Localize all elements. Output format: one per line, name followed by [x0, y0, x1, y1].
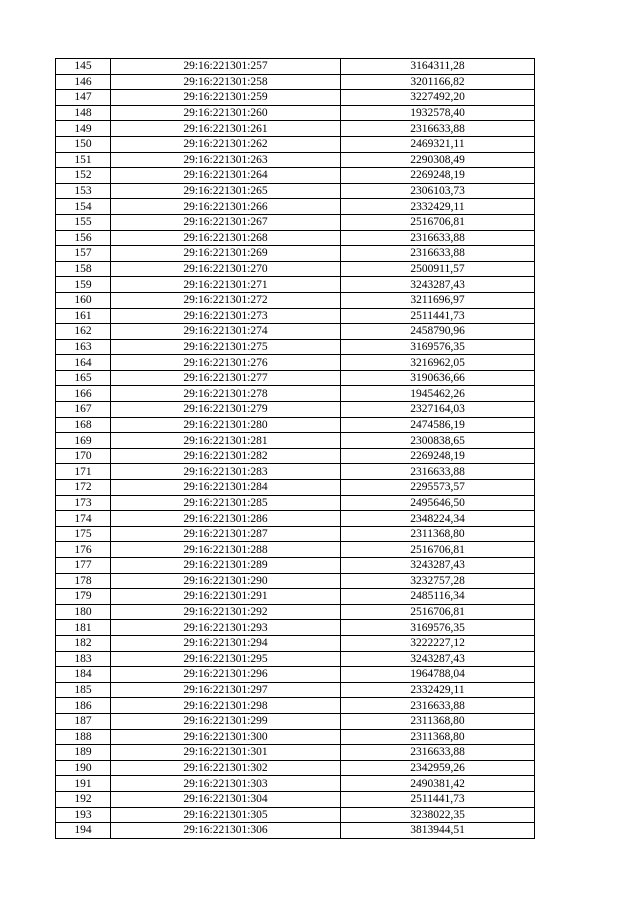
table-row — [56, 308, 535, 324]
row-number-cell: 186 — [56, 698, 111, 714]
table-row — [56, 433, 535, 449]
table-row — [56, 729, 535, 745]
table-row — [56, 573, 535, 589]
cadastral-number-cell: 29:16:221301:303 — [111, 776, 341, 792]
row-number-cell: 163 — [56, 339, 111, 355]
table-row — [56, 105, 535, 121]
table-row — [56, 417, 535, 433]
value-cell: 2342959,26 — [341, 760, 535, 776]
cadastral-number-cell: 29:16:221301:262 — [111, 136, 341, 152]
cadastral-number-cell: 29:16:221301:269 — [111, 246, 341, 262]
row-number-cell: 183 — [56, 651, 111, 667]
cadastral-number-cell: 29:16:221301:298 — [111, 698, 341, 714]
row-number-cell: 155 — [56, 214, 111, 230]
cadastral-number-cell: 29:16:221301:291 — [111, 589, 341, 605]
value-cell: 2316633,88 — [341, 121, 535, 137]
table-row — [56, 370, 535, 386]
value-cell: 2516706,81 — [341, 604, 535, 620]
row-number-cell: 178 — [56, 573, 111, 589]
cadastral-number-cell: 29:16:221301:287 — [111, 526, 341, 542]
table-row — [56, 480, 535, 496]
table-row — [56, 791, 535, 807]
value-cell: 3243287,43 — [341, 277, 535, 293]
cadastral-number-cell: 29:16:221301:258 — [111, 74, 341, 90]
value-cell: 3169576,35 — [341, 339, 535, 355]
row-number-cell: 184 — [56, 667, 111, 683]
row-number-cell: 145 — [56, 59, 111, 75]
table-row — [56, 620, 535, 636]
value-cell: 2348224,34 — [341, 511, 535, 527]
cadastral-number-cell: 29:16:221301:290 — [111, 573, 341, 589]
cadastral-number-cell: 29:16:221301:305 — [111, 807, 341, 823]
cadastral-number-cell: 29:16:221301:289 — [111, 558, 341, 574]
table-row — [56, 292, 535, 308]
cadastral-number-cell: 29:16:221301:293 — [111, 620, 341, 636]
table-row — [56, 152, 535, 168]
cadastral-number-cell: 29:16:221301:284 — [111, 480, 341, 496]
value-cell: 2300838,65 — [341, 433, 535, 449]
cadastral-number-cell: 29:16:221301:257 — [111, 59, 341, 75]
table-row — [56, 495, 535, 511]
value-cell: 2469321,11 — [341, 136, 535, 152]
cadastral-number-cell: 29:16:221301:288 — [111, 542, 341, 558]
row-number-cell: 173 — [56, 495, 111, 511]
cadastral-number-cell: 29:16:221301:259 — [111, 90, 341, 106]
value-cell: 2332429,11 — [341, 682, 535, 698]
table-row — [56, 511, 535, 527]
cadastral-number-cell: 29:16:221301:270 — [111, 261, 341, 277]
table-row — [56, 277, 535, 293]
value-cell: 3243287,43 — [341, 651, 535, 667]
row-number-cell: 160 — [56, 292, 111, 308]
cadastral-number-cell: 29:16:221301:266 — [111, 199, 341, 215]
row-number-cell: 148 — [56, 105, 111, 121]
value-cell: 2316633,88 — [341, 230, 535, 246]
value-cell: 2290308,49 — [341, 152, 535, 168]
value-cell: 2269248,19 — [341, 168, 535, 184]
row-number-cell: 159 — [56, 277, 111, 293]
value-cell: 2311368,80 — [341, 713, 535, 729]
value-cell: 2332429,11 — [341, 199, 535, 215]
value-cell: 3201166,82 — [341, 74, 535, 90]
table-row — [56, 542, 535, 558]
row-number-cell: 153 — [56, 183, 111, 199]
cadastral-number-cell: 29:16:221301:304 — [111, 791, 341, 807]
table-row — [56, 667, 535, 683]
value-cell: 2500911,57 — [341, 261, 535, 277]
cadastral-number-cell: 29:16:221301:294 — [111, 635, 341, 651]
table-row — [56, 698, 535, 714]
table-row — [56, 776, 535, 792]
value-cell: 2458790,96 — [341, 324, 535, 340]
table-row — [56, 760, 535, 776]
row-number-cell: 149 — [56, 121, 111, 137]
value-cell: 3190636,66 — [341, 370, 535, 386]
table-row — [56, 59, 535, 75]
cadastral-number-cell: 29:16:221301:265 — [111, 183, 341, 199]
row-number-cell: 179 — [56, 589, 111, 605]
cadastral-number-cell: 29:16:221301:292 — [111, 604, 341, 620]
table-row — [56, 386, 535, 402]
value-cell: 3227492,20 — [341, 90, 535, 106]
cadastral-number-cell: 29:16:221301:306 — [111, 823, 341, 839]
cadastral-number-cell: 29:16:221301:261 — [111, 121, 341, 137]
value-cell: 3164311,28 — [341, 59, 535, 75]
table-row — [56, 246, 535, 262]
value-cell: 1964788,04 — [341, 667, 535, 683]
row-number-cell: 185 — [56, 682, 111, 698]
row-number-cell: 171 — [56, 464, 111, 480]
row-number-cell: 168 — [56, 417, 111, 433]
row-number-cell: 187 — [56, 713, 111, 729]
row-number-cell: 166 — [56, 386, 111, 402]
table-row — [56, 183, 535, 199]
table-row — [56, 90, 535, 106]
table-row — [56, 526, 535, 542]
cadastral-number-cell: 29:16:221301:279 — [111, 402, 341, 418]
cadastral-number-cell: 29:16:221301:301 — [111, 745, 341, 761]
table-row — [56, 261, 535, 277]
value-cell: 2516706,81 — [341, 542, 535, 558]
row-number-cell: 165 — [56, 370, 111, 386]
row-number-cell: 181 — [56, 620, 111, 636]
value-cell: 2511441,73 — [341, 791, 535, 807]
value-cell: 2316633,88 — [341, 698, 535, 714]
cadastral-number-cell: 29:16:221301:300 — [111, 729, 341, 745]
cadastral-number-cell: 29:16:221301:283 — [111, 464, 341, 480]
cadastral-number-cell: 29:16:221301:277 — [111, 370, 341, 386]
row-number-cell: 182 — [56, 635, 111, 651]
row-number-cell: 151 — [56, 152, 111, 168]
value-cell: 2474586,19 — [341, 417, 535, 433]
row-number-cell: 162 — [56, 324, 111, 340]
row-number-cell: 170 — [56, 448, 111, 464]
row-number-cell: 147 — [56, 90, 111, 106]
value-cell: 2490381,42 — [341, 776, 535, 792]
cadastral-number-cell: 29:16:221301:299 — [111, 713, 341, 729]
value-cell: 1932578,40 — [341, 105, 535, 121]
value-cell: 3211696,97 — [341, 292, 535, 308]
value-cell: 2306103,73 — [341, 183, 535, 199]
table-row — [56, 651, 535, 667]
cadastral-number-cell: 29:16:221301:264 — [111, 168, 341, 184]
row-number-cell: 152 — [56, 168, 111, 184]
cadastral-value-table — [55, 58, 535, 839]
value-cell: 3243287,43 — [341, 558, 535, 574]
cadastral-number-cell: 29:16:221301:276 — [111, 355, 341, 371]
table-row — [56, 635, 535, 651]
table-row — [56, 339, 535, 355]
table-row — [56, 230, 535, 246]
row-number-cell: 158 — [56, 261, 111, 277]
cadastral-number-cell: 29:16:221301:268 — [111, 230, 341, 246]
cadastral-number-cell: 29:16:221301:263 — [111, 152, 341, 168]
cadastral-number-cell: 29:16:221301:274 — [111, 324, 341, 340]
row-number-cell: 157 — [56, 246, 111, 262]
value-cell: 2316633,88 — [341, 246, 535, 262]
cadastral-number-cell: 29:16:221301:295 — [111, 651, 341, 667]
table-row — [56, 355, 535, 371]
row-number-cell: 150 — [56, 136, 111, 152]
row-number-cell: 156 — [56, 230, 111, 246]
table-row — [56, 324, 535, 340]
table-row — [56, 121, 535, 137]
row-number-cell: 167 — [56, 402, 111, 418]
table-row — [56, 713, 535, 729]
table-row — [56, 199, 535, 215]
cadastral-number-cell: 29:16:221301:267 — [111, 214, 341, 230]
row-number-cell: 161 — [56, 308, 111, 324]
table-row — [56, 823, 535, 839]
value-cell: 3232757,28 — [341, 573, 535, 589]
cadastral-number-cell: 29:16:221301:285 — [111, 495, 341, 511]
cadastral-number-cell: 29:16:221301:260 — [111, 105, 341, 121]
table-row — [56, 558, 535, 574]
row-number-cell: 177 — [56, 558, 111, 574]
table-row — [56, 214, 535, 230]
value-cell: 2511441,73 — [341, 308, 535, 324]
row-number-cell: 194 — [56, 823, 111, 839]
row-number-cell: 188 — [56, 729, 111, 745]
row-number-cell: 192 — [56, 791, 111, 807]
value-cell: 2311368,80 — [341, 526, 535, 542]
value-cell: 2316633,88 — [341, 464, 535, 480]
value-cell: 2295573,57 — [341, 480, 535, 496]
cadastral-number-cell: 29:16:221301:271 — [111, 277, 341, 293]
table-row — [56, 168, 535, 184]
value-cell: 2516706,81 — [341, 214, 535, 230]
value-cell: 2311368,80 — [341, 729, 535, 745]
table-row — [56, 74, 535, 90]
value-cell: 2269248,19 — [341, 448, 535, 464]
table-row — [56, 745, 535, 761]
value-cell: 2495646,50 — [341, 495, 535, 511]
value-cell: 2316633,88 — [341, 745, 535, 761]
row-number-cell: 172 — [56, 480, 111, 496]
cadastral-number-cell: 29:16:221301:282 — [111, 448, 341, 464]
cadastral-number-cell: 29:16:221301:281 — [111, 433, 341, 449]
value-cell: 3169576,35 — [341, 620, 535, 636]
value-cell: 2485116,34 — [341, 589, 535, 605]
value-cell: 3238022,35 — [341, 807, 535, 823]
row-number-cell: 169 — [56, 433, 111, 449]
row-number-cell: 146 — [56, 74, 111, 90]
value-cell: 1945462,26 — [341, 386, 535, 402]
row-number-cell: 189 — [56, 745, 111, 761]
table-row — [56, 589, 535, 605]
cadastral-number-cell: 29:16:221301:273 — [111, 308, 341, 324]
cadastral-number-cell: 29:16:221301:275 — [111, 339, 341, 355]
value-cell: 3216962,05 — [341, 355, 535, 371]
row-number-cell: 154 — [56, 199, 111, 215]
table-row — [56, 136, 535, 152]
value-cell: 2327164,03 — [341, 402, 535, 418]
row-number-cell: 164 — [56, 355, 111, 371]
table-row — [56, 807, 535, 823]
cadastral-number-cell: 29:16:221301:302 — [111, 760, 341, 776]
cadastral-number-cell: 29:16:221301:280 — [111, 417, 341, 433]
row-number-cell: 175 — [56, 526, 111, 542]
row-number-cell: 191 — [56, 776, 111, 792]
row-number-cell: 190 — [56, 760, 111, 776]
value-cell: 3222227,12 — [341, 635, 535, 651]
row-number-cell: 180 — [56, 604, 111, 620]
cadastral-number-cell: 29:16:221301:296 — [111, 667, 341, 683]
cadastral-number-cell: 29:16:221301:278 — [111, 386, 341, 402]
row-number-cell: 174 — [56, 511, 111, 527]
table-row — [56, 402, 535, 418]
table-row — [56, 604, 535, 620]
row-number-cell: 176 — [56, 542, 111, 558]
value-cell: 3813944,51 — [341, 823, 535, 839]
cadastral-number-cell: 29:16:221301:297 — [111, 682, 341, 698]
table-row — [56, 448, 535, 464]
cadastral-number-cell: 29:16:221301:286 — [111, 511, 341, 527]
table-row — [56, 464, 535, 480]
row-number-cell: 193 — [56, 807, 111, 823]
table-row — [56, 682, 535, 698]
table-body — [56, 59, 535, 839]
cadastral-number-cell: 29:16:221301:272 — [111, 292, 341, 308]
